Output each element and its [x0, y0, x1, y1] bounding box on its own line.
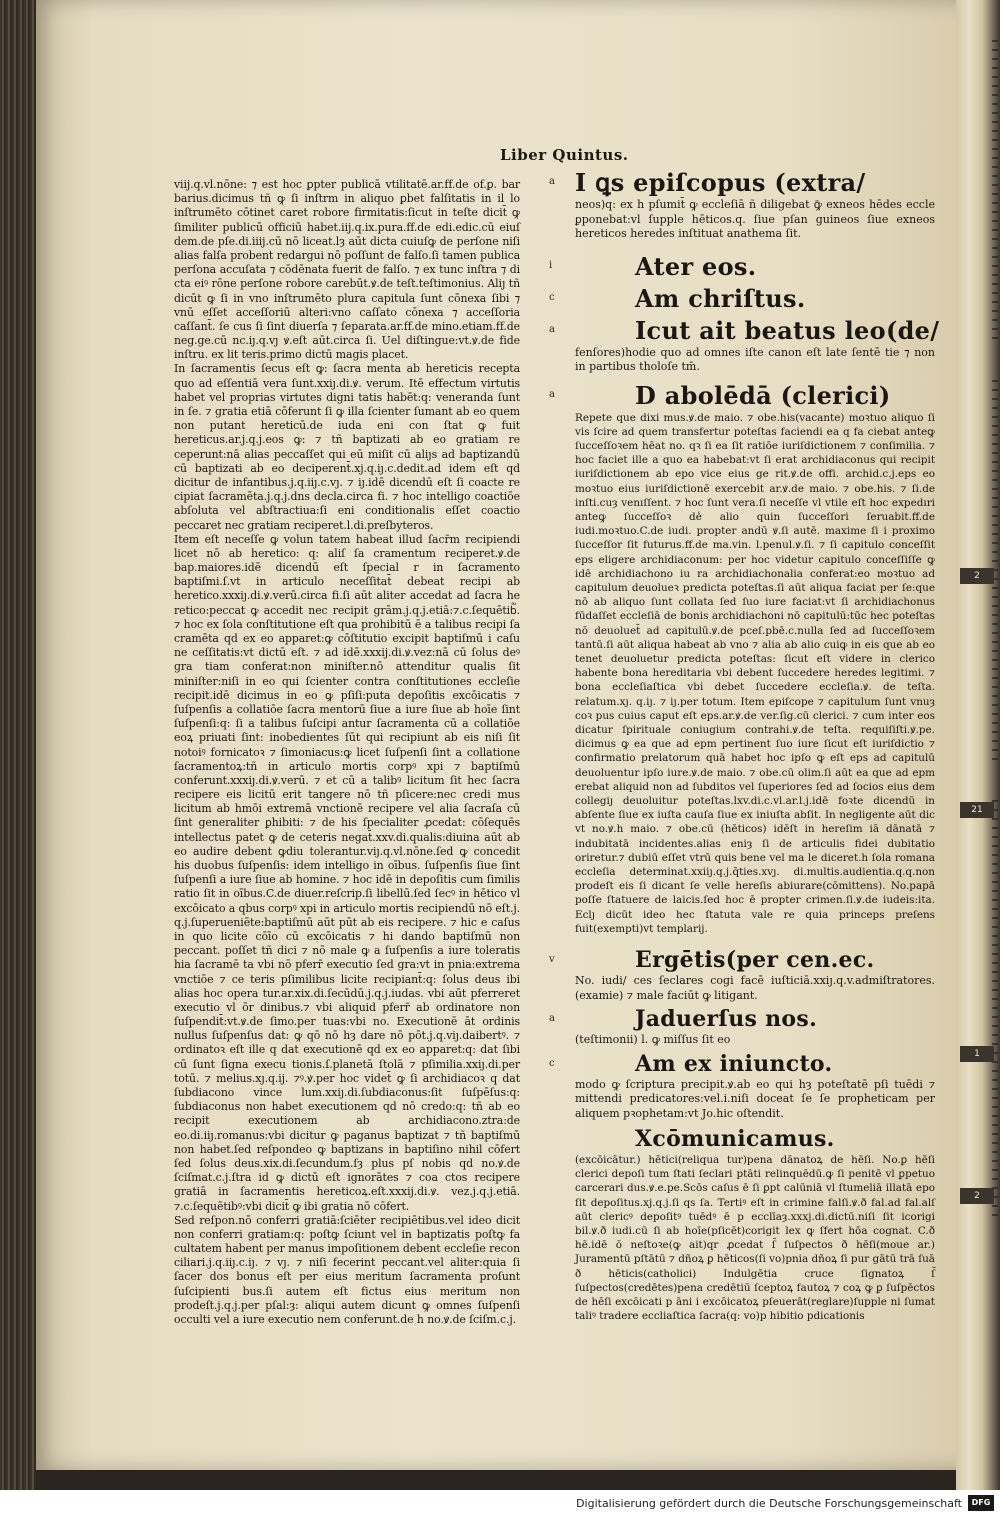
margin-letter: c — [549, 1057, 555, 1069]
margin-letter: v — [549, 954, 555, 966]
canon-entry — [549, 380, 935, 937]
canon-entry — [549, 283, 935, 314]
gloss-text: (excōicātur.) hētici(reliqua tur)pena dānatoꝝ de hēſi. No.ꝑ hēſi clerici depoſi tum ſtati ſeclari ptāti relinquēdū.ꝙ ſi penitē vl ꝑpetuo carcerari dus.ꝟ.e.pe.Scōs caſus ē ſi ꝑpt calūniā vl ſtumeliā illatā epo ſit depoſitus.xj.q.j.ſi qs ſa. Tertiꝰ eſt in crimine falſi.ꝟ.ð fal.ad fal.alſ aūt clericꝰ depoſitꝰ tuēdꝰ ē p ecclīaȝ.xxxj.di.dictū.niſi ſit icorigi bil.ꝟ.ð iudi.cū ſi ab hoīe(pſicēt)corigit lex ꝙ ſfert hōa cognat. C.ð hē.idē ō neſtoꝛe(ꝙ ait)qr ꝓcedat ſ̄ ſuſpectos ð hēſi(moue ar.) Juramentū pſtātū ⁊ dñoꝝ ꝑ hēticos(ſi vo)pnia dñoꝝ ſi pur gātū trā ſuā ð hēticis(catholici) Indulgētia cruce ſignatoꝝ ſ̄ ſuſpectos(credētes)pena credētiū ſceptoꝝ fautoꝝ ⁊ coꝝ ꝙ ꝑ ſuſpēctos de hēſi excōicati p āni i excōicatoꝝ pſeuerāt(reglare)ſupple ni ſumat taliꝰ tradere eccliaſtica ſacra(q: vo)p hibitio pdicationis — [575, 1154, 935, 1323]
edge-tab: 1 — [960, 1046, 994, 1062]
edge-tab: 2 — [960, 1188, 994, 1204]
gloss-text: fenſores)hodie quo ad omnes iſte canon eſt late ſentē tie ⁊ non in partibus tholoſe tm̄. — [575, 345, 935, 373]
margin-letter: a — [549, 388, 555, 400]
paragraph: In ſacramentis ſecus eſt ꝙ: ſacra menta ab hereticis recepta quo ad eſſentiā vera ſunt.xxiȷ.di.ꝟ. verum. Itē effectum virtutis habet vel proprias virtutes digni tatis habēt:q: veneranda ſunt in ſe. ⁊ gratia etiā cōferunt ſi ꝙ illa ſcienter ſumant ab eo quem non putant hereticū.de iuda eni con ſtat ꝙ fuit hereticus.ar.j.q.j.eos ꝙ: ⁊ tñ baptizati ab eo gratiam re ceperunt:nā alias peccaſſet qui eū miſit cū aliȷs ad baptizandū cū baptizati ab eo deciperent̄.xj.q.iȷ.c.dedit.ad idem eſt qd dicitur de infantibus.j.q.iiȷ.c.vȷ. ⁊ iȷ.idē dicendū eſt ſi coacte re cipiat ſacramēta.j.q.j.dns decla.circa fi. ⁊ hoc intelligo coactiōe abſoluta vel abſtractiua:ſi eni conditionalis eſſet coactio peccaret nec gratiam reciperet.l.di.preſbyteros. — [174, 362, 520, 532]
margin-letter: c — [549, 291, 555, 303]
canon-heading: D abolēdā (clerici) — [635, 380, 891, 410]
left-text-column — [174, 178, 520, 1327]
margin-letter: a — [549, 323, 555, 335]
gloss-text: neos)q: ex h pſumit̄ ꝙ eccleſiā ñ diligebat ꝙ̄ exneos hēdes eccle ꝑponebat:vl ſupple hēticos.q. ſiue pſan guineos ſiue exneos hereticos heredes inſtituat anathema ſit. — [575, 198, 935, 240]
canon-heading: Am ex iniuncto. — [635, 1050, 833, 1077]
margin-letter: i — [549, 259, 553, 271]
gloss-text: Repete que dixi mus.ꝟ.de maio. ⁊ obe.his(vacante) moꝛtuo aliquo ſi vis ſcire ad quem transfertur poteſtas faciendi ea q fa ciebat anteꝙ ſucceſſoꝛem hēat no. qꝛ ſi ea ſit ratiōe iuriſdictionem ⁊ conſimilia. ⁊ hoc faciet ille a quo ea habebat:vt ſi erat archidiaconus qui recipit iuriſdictionem ab epo vice eius ge rit.ꝟ.de offi. archid.c.j.eps eo moꝛtuo eius iuriſdictionē exercebit ar.ꝟ.de maio. ⁊ obe.his. ⁊ ſi.de inſti.cuȝ venıſſent. ⁊ hoc ſunt vera.ſi neceſſe vl vtile eſt hoc expedıri anteꝙ ſucceſſoꝛ de̾ alio quin ſucceſſori ſeruabit.ff.de iudi.moꝛtuo.C.de iudi. propter andū ꝟ.ſi autē. maxime ſi i proximo ſucceſſor ſit futurus.ff.de ma.vin. l.penul.ꝟ.ſi. ⁊ ſi capitulo conceſſit eps eligere archidiaconum: per hoc videtur capitulo conceſſiſſe ꝙ idē archidiachono iu ra archidiachonalia conferat:eo moꝛtuo ad capitulum deuolueꝛ predicta poteſtas.ſi aūt aliqua faciat per ſe:que nō ab aliquo ſunt collata ſed ſuo iure faciat:vt ſi archidiachonus fūdaſſet eccleſiā de bonis archidiachoni nō capitulū:tūc hec poteſtas nō deuoluet̄ ad capitulū.ꝟ.de pceſ.pbē.c.nulla ſed ad ſucceſſoꝛem tantū.ſi aūt aliqua habeat ab vno ⁊ alia ab alio cuiꝙ in eis que ab eo tenet deuoluetur predicta poteſtas: ſicut eſt videre in clerico habente bona hereditaria vbi debent ſuccedere heredes legitimi. ⁊ bona eccleſiaſtica vbi debet ſuccedere eccleſia.ꝟ. de teſta. relatum.xȷ. q.iȷ. ⁊ iȷ.per totum. Item epiſcope ⁊ capitulum ſunt vnuȝ coꝛ pus cuius caput eſt eps.ar.ꝟ.de ver.ſig.cū clerici. ⁊ cum inter eos dicatur ſpirituale coniugium contrahi.ꝟ.de teſta. requiſiſti.ꝟ.pe. dicimus ꝙ ea que ad epm pertinent ſuo iure ſicut eſt iuriſdictio ⁊ confirmatio prelatorum quā habet hoc ipſo ꝙ eſt eps ad capitulū deuoluentur ipſo iure.ꝟ.de maio. ⁊ obe.cū olim.ſi aūt ea que ad epm erebat aliquid non ad ſubditos vel ſuperiores ſed ad ſocios eius dem collegiȷ deuoluitur poteſtas.lxv.di.c.vl.ar.l.j.idē foꝛte dicendū in abſente ſiue ex iuſta cauſa ſiue ex iniuſta abſit. In negligente aūt dic vt no.ꝟ.h maio. ⁊ obe.cū (hēticos) idēſt in hereſim iā dānatā ⁊ indubitatā incidentes.alias eniȝ ſi de articulis fidei dubitatio oriretur.⁊ dubiū eſſet vtrū quis bene vel ma le diceret.h ſola romana eccleſia determinat.xxiiȷ.q.j.q̄ties.xvȷ. di.multis.audientia.q.q.non prodeſt eis ſi dicant ſe velle hereſis abiurare(cōmittens). No.papā poſſe ſtatuere de laicis.ſed hoc ē propter crimen.ſi.ꝟ.de iudeis:ita. Eclȷ dicūt ideo hec ſtatuta vale re quia princeps preſens fuit(exempti)vt templarij. — [575, 411, 935, 935]
right-text-column — [549, 168, 940, 1325]
canon-entry — [549, 1050, 935, 1122]
paragraph: Sed reſpon.nō conferri gratiā:ſciēter recipiētibus.vel ideo dicit non conferri gratiam:q: poſtꝙ ſciunt vel in baptizatis poſtꝙ fa cultatem habent per manus impoſitionem debent eccleſie recon ciliari.j.q.iiȷ.c.iȷ. ⁊ vȷ. ⁊ niſi fecerint peccant.vel aliter:quia ſi ſacer dos bonus eſt per eius meritum ſacramenta proſunt ſuſcipienti bus.ſi autem eſt fictus eius meritum non prodeſt.j.q.j.per pſal:ȝ: aliqui autem dicunt ꝙ omnes ſuſpenſi occulti vel a iure executio nem conferunt.de h no.ꝟ.de ſciſm.c.j. — [174, 1213, 520, 1326]
paragraph: Item eſt neceſſe ꝙ volun tatem habeat illud ſacr̄m recipiendi licet nō ab heretico: q: aliſ ſa cramentum reciperet.ꝟ.de bap.maiores.idē dicendū eſt ſpecial r in ſacramento baptiſmi.ſ.vt in articulo neceſſitat̄ debeat recipi ab heretico.xxxiȷ.di.ꝟ.verū.circa fi.ſi aūt aliter accedat ad ſacra he retico:peccat ꝙ accedit nec recipit grām.j.q.j.etiā:⁊.c.ſequētib᷑. ⁊ hoc ex ſola conſtitutione eſt qua prohibitū ē a talibus recipi ſa cramēta qd ex eo apparet:ꝙ cōſtitutio excipit baptiſmū i caſu ne ceſſitatis:vt dictū eſt. ⁊ ad idē.xxxij.di.ꝟ.vez:nā cū ſolus deꝰ gra tiam conferat:non miniſter.nō attenditur qualis ſit miniſter:niſi in eo qui ſcienter contra conſtitutiones eccleſie recipit.idē dicimus in eo ꝙ pſiſi:puta depoſitis excōicatis ⁊ ſuſpenſis a collatiōe ſacra mentorū ſiue a iure ſiue ab hoīe ſint ſuſpenſi:q: ſi a talibus ſuſcipi antur ſacramenta cū a collatiōe eoꝝ priuati ſint: inobedientes ſūt qui recipiunt ab eis niſi ſit notoiꝰ fornicatoꝛ ⁊ ſimoniacus:ꝙ licet ſuſpenſi ſint a collatione ſacramentoꝝ:tñ in articulo mortis corpꝰ xpi ⁊ baptiſmū conferunt.xxxiȷ.di.ꝟ.verū. ⁊ et cū a talibꝰ licitum ſit hec ſacra recipere eis licitū erit tangere nō tñ pſicere:nec credi mus licitum ab hmōi extremā vnctionē recipere vel alia ſacraſa cū ſint generaliter ꝑhibiti: ⁊ de his ſpecialiter ꝓcedat: cōſequēs intellectus patet ꝙ de ceteris negat̄.xxv.di.qualis:diuina aūt ab eo audire debent ꝙdiu tolerantur.viȷ.q.vl.nōne.ſed ꝙ concedit his duobus ſuſpenſis: idem intelligo in oībus. ſuſpenſis ſiue ſint ſuſpenſi a iure ſiue ab homine. ⁊ hoc idē in depoſitis cum ſimilis ratio ſit in oībus.C.de diuer.reſcrip.ſi libellū.ſed ſecꝰ in hētico vl excōicato a qbus corpꝰ xpi in articulo mortis recipiendū nō eſt.j. q.j.ſuperueniēte:baptiſmū aūt pūt ab eis recipere. ⁊ hic e caſus in quo licite cōīo cū excōicatis ⁊ hi dando baptiſmū non peccant. poſſet tñ dici ⁊ nō male ꝙ a ſuſpenſis a iure toleratis hia ſacramē ta vbi nō pferr̄ executio ſed gra:vt in pnia:extrema vnctiōe ⁊ ce teris pſimilibus licite recipiant̄:q: ſolus deus ibi alias hoc opera tur.ar.xix.di.ſecūdū.j.q.j.iudas. vbi aūt pferreret executio vl ōr dinibus.⁊ vbi aliquid pferr̄ ab ordinatore non ſuſpendit̄:vt.ꝟ.de ſimo.per tuas:vbi no. Executionē āt ordinis nullus ſuſpenſus dat: ꝙ qō nō hȝ dare nō pōt.j.q.viȷ.daibertꝰ. ⁊ ordinatoꝛ eſt ille q dat executionē qd ex eo apparet:q: dat ſibi cū ſunt ſigna execu tionis.ſ.planetā ſtolā ⁊ pſimilia.xxiȷ.di.per totū. ⁊ melius.xȷ.q.ij. ⁊ꝰ.ꝟ.per hoc videt̄ ꝙ ſi archidiacoꝛ q dat ſubdiacono vince lum.xxiȷ.di.ſubdiaconus:ſit ſuſpēſus:q: ſubdiaconus non habet executionem qd nō credo:q: tñ ab eo recipit executionem ab archidiacono.ztra:de eo.di.iiȷ.romanus:vbi dicitur ꝙ paganus baptizat ⁊ tñ baptiſmū non habet.ſed reſpondeo ꝙ baptizans in baptiſino nihil cōfert ſed ſolus deus.xix.di.ſecundum.ſȝ plus pſ nobis qd no.ꝟ.de ſciſmat.c.j.ſtra id ꝙ dictū eſt ignorātes ⁊ coa ctos recipere gratiā in ſacramentis hereticoꝝ.eſt.xxxij.di.ꝟ. vez.j.q.j.etiā. ⁊.c.ſequētibꝰ:vbi dicit̄ ꝙ ibi gratia nō cōfert. — [174, 532, 521, 1213]
footer-bar — [0, 1490, 1000, 1517]
canon-heading: Icut ait beatus leo(de/ — [635, 315, 940, 345]
canon-entry — [549, 251, 935, 282]
canon-entry — [575, 1125, 935, 1323]
book-spine-edge — [0, 0, 36, 1490]
canon-entry — [549, 168, 935, 242]
gloss-text: (teſtimonii) l. ꝙ miſſus ſit eo — [575, 1033, 731, 1047]
canon-heading: Jaduerſus nos. — [635, 1006, 818, 1033]
gloss-text: modo ꝙ ſcriptura precipit.ꝟ.ab eo qui hȝ poteſtatē pſi tuēdi ⁊ mittendi predicatores:vel.i.niſi doceat ſe ſe propheticam per aliquem pꝛophetam:vt Jo.hic oſtendit. — [575, 1077, 935, 1120]
canon-heading: I ꝗs epiſcopus (extra/ — [575, 168, 866, 197]
canon-heading: Ater eos. — [635, 251, 757, 281]
canon-heading: Am chriſtus. — [635, 283, 806, 313]
margin-letter: a — [549, 1013, 555, 1025]
canon-heading: Ergētis(per cen.ec. — [635, 947, 875, 974]
canon-entry — [549, 315, 940, 375]
funding-credit: Digitalisierung gefördert durch die Deutsche Forschungsgemeinschaft — [576, 1497, 962, 1510]
paragraph: viij.q.vl.nōne: ⁊ est hoc ꝑpter publicā vtilitatē.ar.ff.de of.ꝑ. bar barius.dicimus tñ ꝙ ſi inſtrm in aliquo ꝑbet falſitatis in il lo inſtrumēto cōtinet caret robore firmitatis:ſicut in teſte dicit̄ ꝙ ſimiliter publicū officiū habet.iij.q.ix.pura.ff.de edi.edic.cū eiuſ dem.de pſe.di.iiij.cū nō liceat.lȝ aūt dicta cuiuſꝙ de perſone niſi alias falſa probent redargui nō poſſunt de falſo.ſi tamen publica perſona accuſata ⁊ cōdēnata fuerit de falſo. ⁊ ex tunc inſtra ⁊ di cta eiꝰ rōne perſone robore carebūt.ꝟ.de teſt.teſtimonius. Aliȷ tñ dicūt ꝙ ſi in vno inſtrumēto plura capitula ſunt cōnexa ſibi ⁊ vnū eſſet acceſſoriū alteri:vno caſſato cōnexa ⁊ acceſſoria caſſant̄. ſe cus ſi ſint diuerſa ⁊ ſeparata.ar.ff.de mino.etiam.ff.de neg.ge.cū nc.iȷ.q.vȷ ꝟ.eſt aūt.circa ſi. Uel diſtingue:vt.ꝟ.de fide inſtru. ex lit teris.primo dictū magis placet. — [174, 178, 520, 362]
canon-entry — [549, 1005, 935, 1048]
edge-tab: 2 — [960, 568, 994, 584]
canon-heading: Xcōmunicamus. — [635, 1126, 835, 1153]
edge-tab: 21 — [960, 802, 994, 818]
facing-page-edge — [956, 0, 1000, 1490]
dfg-logo: DFG — [968, 1495, 994, 1511]
margin-letter: a — [549, 176, 555, 187]
canon-entry — [549, 946, 935, 1003]
gloss-text: No. iudi/ ces ſeclares cogi facē iuſticiā.xxiȷ.q.v.admiſtratores. (examie) ⁊ male faciūt ꝙ litigant. — [575, 974, 935, 1002]
running-head: Liber Quintus. — [500, 146, 629, 164]
